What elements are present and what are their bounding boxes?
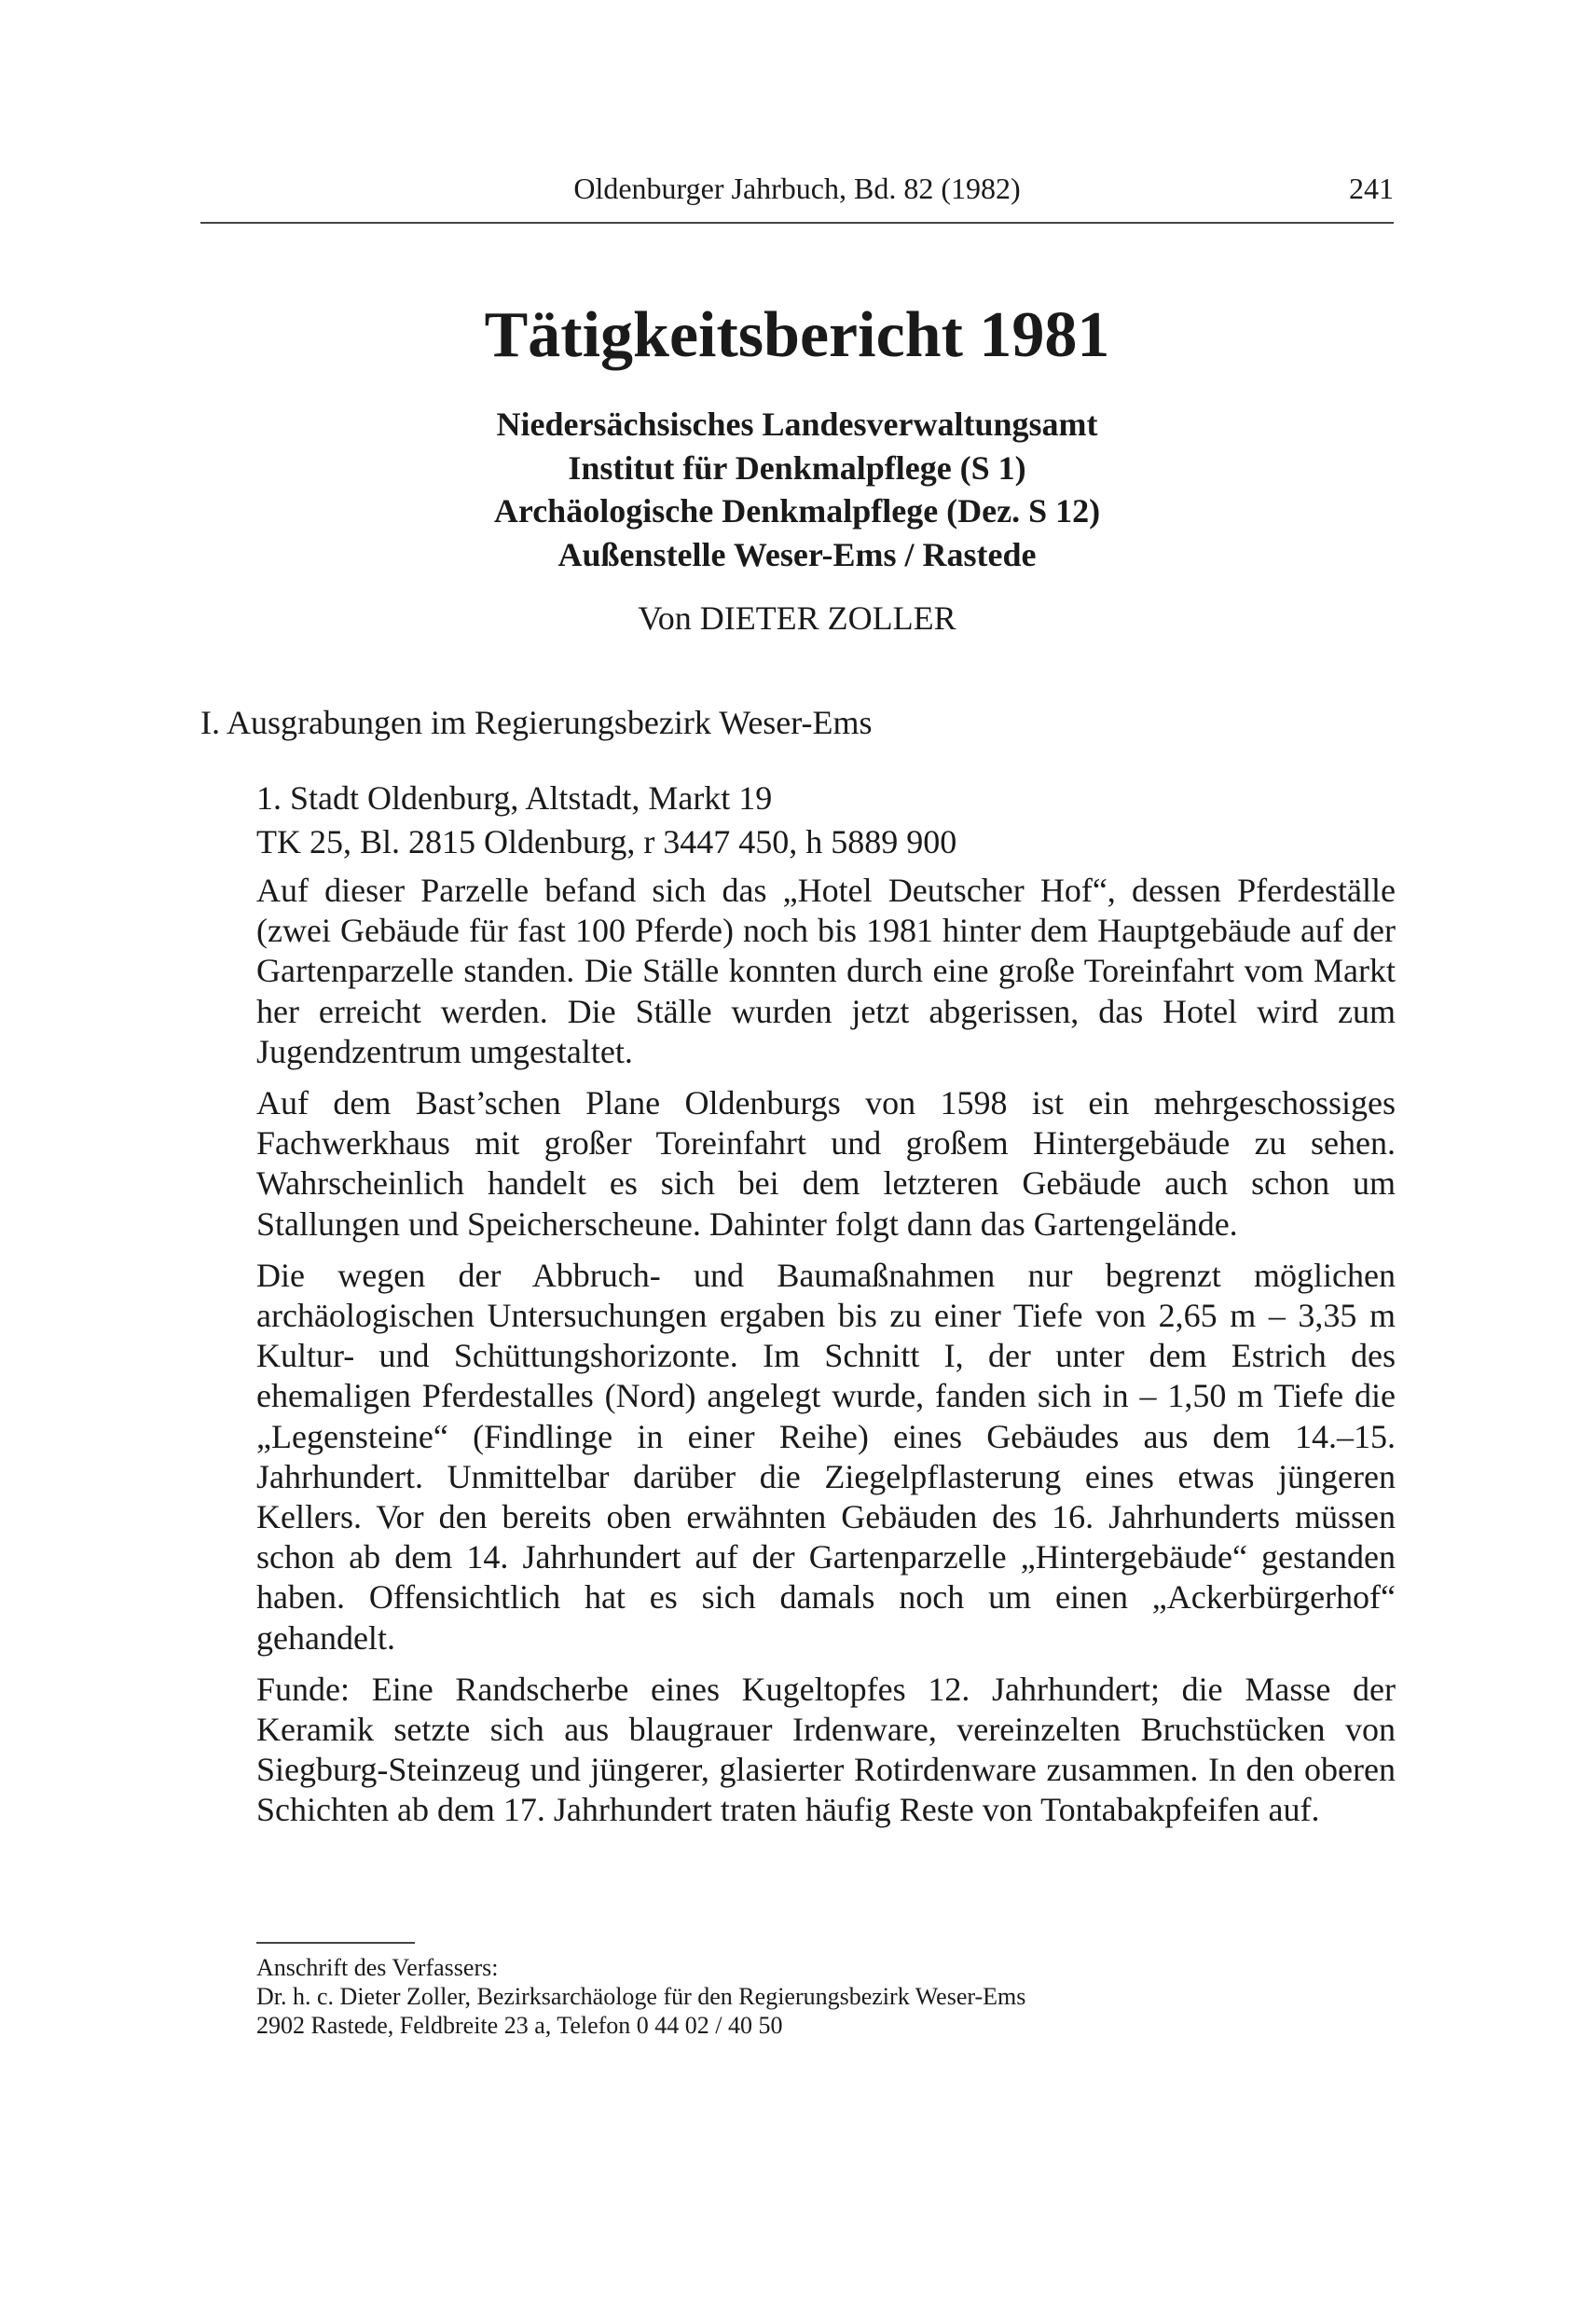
- institution-line: Niedersächsisches Landesverwaltungsamt: [496, 406, 1098, 443]
- running-head: [200, 166, 1394, 211]
- header-rule: [200, 222, 1394, 224]
- article-title: Tätigkeitsbericht 1981: [484, 299, 1110, 371]
- footnote: [256, 1953, 1025, 2040]
- paragraph: Funde: Eine Randscherbe eines Kugeltopfes 12. Jahrhundert; die Masse der Keramik setzte sich aus blaugrauer Irdenware, vereinzelten Bruchstücken von Siegburg-Steinzeug und jüngerer, glasierter Rotirdenware zusammen. In den oberen Schichten ab dem 17. Jahrhundert traten häufig Reste von Tontabakpfeifen auf.: [256, 1670, 1396, 1829]
- footnote-line: 2902 Rastede, Feldbreite 23 a, Telefon 0 44 02 / 40 50: [256, 2012, 783, 2039]
- institution-line: Außenstelle Weser-Ems / Rastede: [557, 535, 1037, 573]
- body-text: [256, 871, 1396, 1842]
- entry-location: 1. Stadt Oldenburg, Altstadt, Markt 19: [256, 779, 773, 817]
- institution-line: Institut für Denkmalpflege (S 1): [568, 448, 1026, 487]
- footnote-line: Anschrift des Verfassers:: [256, 1954, 499, 1981]
- entry-heading: [256, 777, 956, 864]
- paragraph: Auf dem Bast’schen Plane Oldenburgs von 1598 ist ein mehrgeschossiges Fachwerkhaus mit großer Toreinfahrt und großem Hintergebäude zu sehen. Wahrscheinlich handelt es sich bei dem letzteren Gebäude auch schon um Stallungen und Speicherscheune. Dahinter folgt dann das Gartengelände.: [256, 1084, 1396, 1243]
- entry-map-reference: TK 25, Bl. 2815 Oldenburg, r 3447 450, h 5889 900: [256, 823, 957, 860]
- institution-block: [200, 403, 1394, 576]
- paragraph: Die wegen der Abbruch- und Baumaßnahmen nur begrenzt möglichen archäologischen Untersuchungen ergaben bis zu einer Tiefe von 2,65 m – 3,35 m Kultur- und Schüttungshorizonte. Im Schnitt I, der unter dem Estrich des ehemaligen Pferdestalles (Nord) angelegt wurde, fanden sich in – 1,50 m Tiefe die „Legensteine“ (Findlinge in einer Reihe) eines Gebäudes aus dem 14.–15. Jahrhundert. Unmittelbar darüber die Ziegelpflasterung eines etwas jüngeren Kellers. Vor den bereits oben erwähnten Gebäuden des 16. Jahrhunderts müssen schon ab dem 14. Jahrhundert auf der Gartenparzelle „Hintergebäude“ gestanden haben. Offensichtlich hat es sich damals noch um einen „Ackerbürgerhof“ gehandelt.: [256, 1256, 1396, 1657]
- page-number: 241: [1349, 172, 1394, 205]
- section-heading: I. Ausgrabungen im Regierungsbezirk Weser-Ems: [200, 704, 873, 741]
- footnote-line: Dr. h. c. Dieter Zoller, Bezirksarchäologe für den Regierungsbezirk Weser-Ems: [256, 1983, 1026, 2010]
- author-byline: Von DIETER ZOLLER: [638, 599, 956, 637]
- footnote-rule: [256, 1942, 415, 1944]
- journal-title: Oldenburger Jahrbuch, Bd. 82 (1982): [573, 172, 1021, 205]
- paragraph: Auf dieser Parzelle befand sich das „Hotel Deutscher Hof“, dessen Pferdeställe (zwei Gebäude für fast 100 Pferde) noch bis 1981 hinter dem Hauptgebäude auf der Gartenparzelle standen. Die Ställe konnten durch eine große Toreinfahrt vom Markt her erreicht werden. Die Ställe wurden jetzt abgerissen, das Hotel wird zum Jugendzentrum umgestaltet.: [256, 872, 1396, 1070]
- institution-line: Archäologische Denkmalpflege (Dez. S 12): [493, 492, 1101, 530]
